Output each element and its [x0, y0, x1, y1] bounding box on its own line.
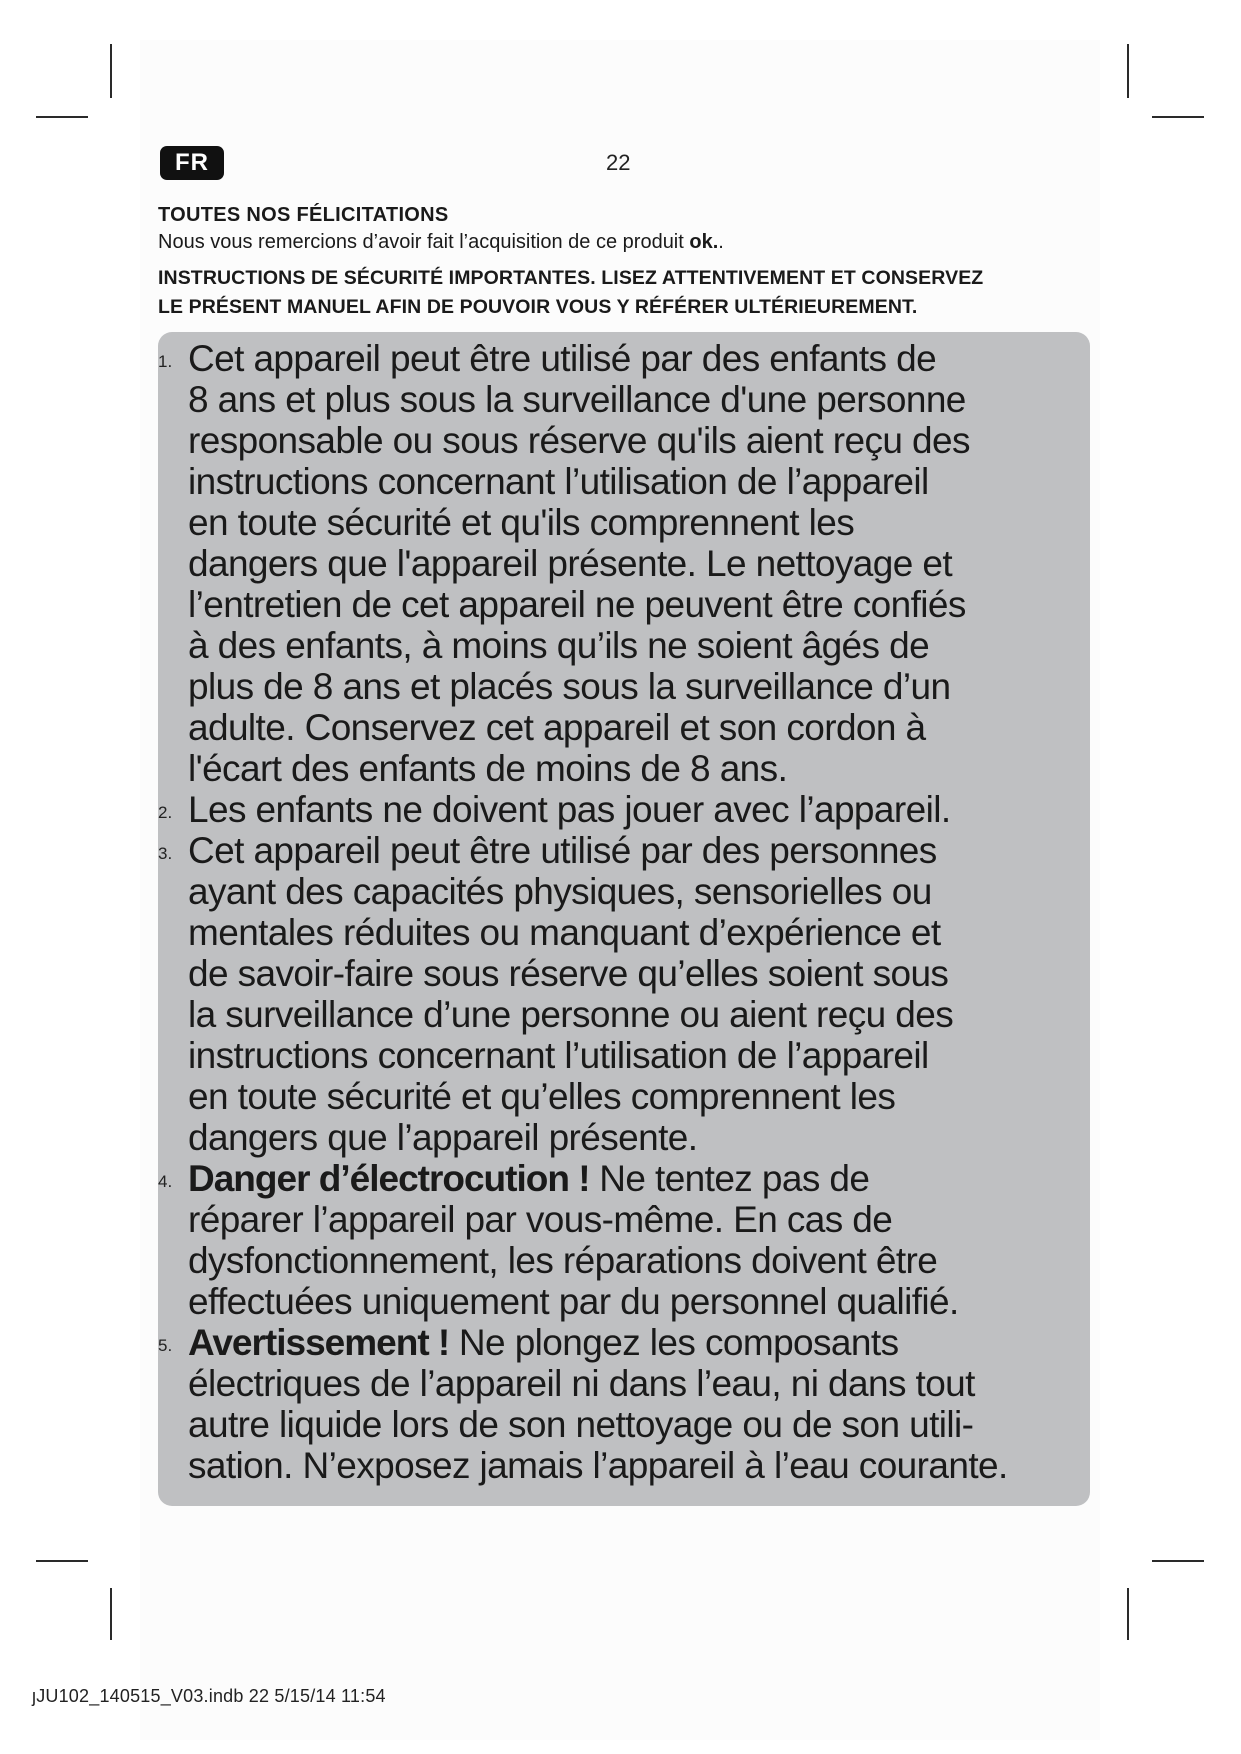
- item-first-rest: Ne tentez pas de: [589, 1158, 870, 1199]
- item-line: 8 ans et plus sous la surveillance d'une personne: [188, 379, 966, 420]
- crop-mark-bottom-right-horizontal: [1152, 1560, 1204, 1562]
- safety-list: [158, 338, 1118, 1486]
- brand-name: ok.: [689, 231, 719, 253]
- safety-item-3: [158, 830, 1118, 1158]
- caution-warning-label: Avertissement !: [188, 1322, 450, 1363]
- print-footer: ȷJU102_140515_V03.indb 22 5/15/14 11:54: [32, 1686, 386, 1706]
- danger-warning-label: Danger d’électrocution !: [188, 1158, 590, 1199]
- item-line: effectuées uniquement par du personnel qualifié.: [188, 1281, 959, 1322]
- item-line: mentales réduites ou manquant d’expérience et: [188, 912, 941, 953]
- item-line: adulte. Conservez cet appareil et son cordon à: [188, 707, 926, 748]
- item-number: 3.: [158, 844, 173, 863]
- item-line: instructions concernant l’utilisation de l’appareil: [188, 461, 929, 502]
- item-line: électriques de l’appareil ni dans l’eau, ni dans tout: [188, 1363, 975, 1404]
- thanks-text: [158, 231, 724, 254]
- item-line: de savoir-faire sous réserve qu’elles soient sous: [188, 953, 949, 994]
- crop-mark-top-left-vertical: [110, 44, 112, 98]
- congrats-title: TOUTES NOS FÉLICITATIONS: [158, 204, 449, 226]
- crop-mark-bottom-left-vertical: [110, 1588, 112, 1640]
- language-badge: FR: [160, 146, 224, 180]
- crop-mark-top-right-vertical: [1127, 44, 1129, 98]
- item-number: 1.: [158, 352, 173, 371]
- item-line: l’entretien de cet appareil ne peuvent être confiés: [188, 584, 966, 625]
- item-number: 5.: [158, 1336, 173, 1355]
- item-line: l'écart des enfants de moins de 8 ans.: [188, 748, 788, 789]
- thanks-sentence: Nous vous remercions d’avoir fait l’acquisition de ce produit: [158, 231, 690, 253]
- instructions-line-1: INSTRUCTIONS DE SÉCURITÉ IMPORTANTES. LISEZ ATTENTIVEMENT ET CONSERVEZ: [158, 267, 984, 289]
- crop-mark-bottom-left-horizontal: [36, 1560, 88, 1562]
- safety-item-5: [158, 1322, 1118, 1486]
- crop-mark-top-left-horizontal: [36, 116, 88, 118]
- item-line: dysfonctionnement, les réparations doivent être: [188, 1240, 938, 1281]
- item-line: en toute sécurité et qu’elles comprennent les: [188, 1076, 896, 1117]
- item-line: plus de 8 ans et placés sous la surveillance d’un: [188, 666, 951, 707]
- item-line: instructions concernant l’utilisation de l’appareil: [188, 1035, 929, 1076]
- thanks-end: .: [718, 231, 724, 253]
- item-number: 2.: [158, 803, 173, 822]
- safety-item-4: [158, 1158, 1118, 1322]
- item-line: dangers que l’appareil présente.: [188, 1117, 698, 1158]
- crop-mark-top-right-horizontal: [1152, 116, 1204, 118]
- safety-item-2: [158, 789, 1118, 830]
- item-line: Cet appareil peut être utilisé par des personnes: [188, 830, 937, 871]
- instructions-line-2: LE PRÉSENT MANUEL AFIN DE POUVOIR VOUS Y RÉFÉRER ULTÉRIEUREMENT.: [158, 296, 918, 318]
- crop-mark-bottom-right-vertical: [1127, 1588, 1129, 1640]
- item-first-line: [188, 1158, 1118, 1199]
- item-line: Cet appareil peut être utilisé par des enfants de: [188, 338, 937, 379]
- item-line: la surveillance d’une personne ou aient reçu des: [188, 994, 954, 1035]
- item-line: dangers que l'appareil présente. Le nettoyage et: [188, 543, 953, 584]
- item-line: réparer l’appareil par vous-même. En cas de: [188, 1199, 893, 1240]
- item-line: ayant des capacités physiques, sensorielles ou: [188, 871, 932, 912]
- item-line: à des enfants, à moins qu’ils ne soient âgés de: [188, 625, 930, 666]
- item-number: 4.: [158, 1172, 173, 1191]
- safety-item-1: [158, 338, 1118, 789]
- important-instructions: [158, 264, 1098, 322]
- page-number: 22: [606, 150, 631, 175]
- item-first-rest: Ne plongez les composants: [449, 1322, 899, 1363]
- item-line: responsable ou sous réserve qu'ils aient reçu des: [188, 420, 970, 461]
- item-line: Les enfants ne doivent pas jouer avec l’appareil.: [188, 789, 951, 830]
- item-line: autre liquide lors de son nettoyage ou de son utili-: [188, 1404, 974, 1445]
- item-first-line: [188, 1322, 1118, 1363]
- item-line: en toute sécurité et qu'ils comprennent les: [188, 502, 855, 543]
- item-line: sation. N’exposez jamais l’appareil à l’eau courante.: [188, 1445, 1008, 1486]
